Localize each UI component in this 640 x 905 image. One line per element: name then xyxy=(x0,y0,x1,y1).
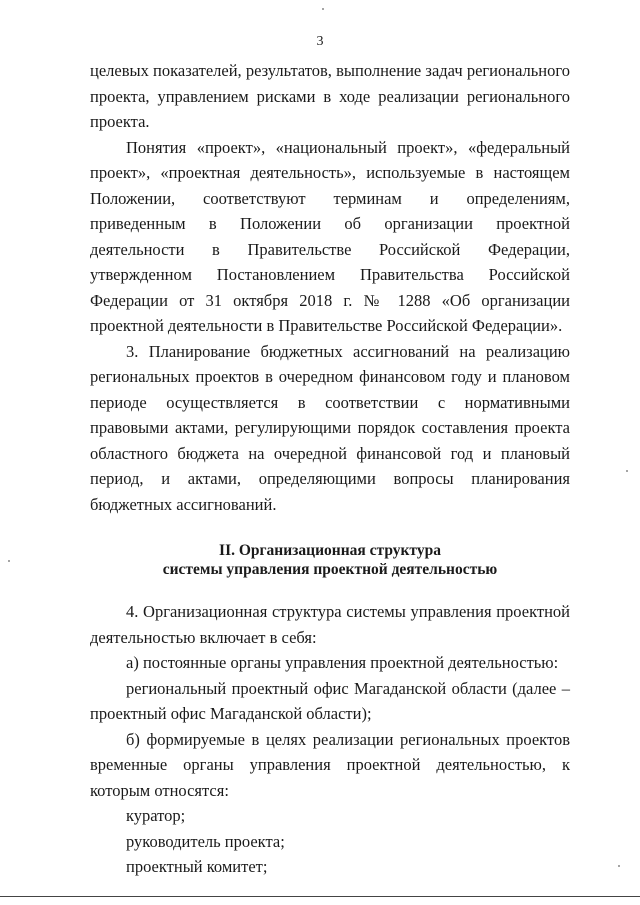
scan-speck xyxy=(626,470,628,472)
section-heading xyxy=(90,541,570,579)
scan-speck xyxy=(322,8,324,10)
paragraph-regional-office: региональный проектный офис Магаданской области (далее – проектный офис Магаданской области); xyxy=(90,678,570,723)
paragraph-item-4: 4. Организационная структура системы управления проектной деятельностью включает в себя: xyxy=(90,602,570,647)
list-item-project-committee: проектный комитет; xyxy=(126,857,268,876)
section-heading-line-1: II. Организационная структура xyxy=(219,542,441,559)
paragraph-continuation: целевых показателей, результатов, выполнение задач регионального проекта, управлением рисками в ходе реализации регионального проекта. xyxy=(90,61,570,131)
page-number: 3 xyxy=(316,34,324,49)
scan-speck xyxy=(618,865,620,867)
paragraph-subitem-a: а) постоянные органы управления проектной деятельностью: xyxy=(126,653,559,672)
paragraph-concepts: Понятия «проект», «национальный проект», «федеральный проект», «проектная деятельность», используемые в настоящем Положении, соответствуют терминам и определениям, приведенным в Положении об организации проектной деятельности в Правительстве Российской Федерации, утвержденном Постановлением Правительства Российской Федерации от 31 октября 2018 г. № 1288 «Об организации проектной деятельности в Правительстве Российской Федерации». xyxy=(90,137,570,335)
list-item-project-leader: руководитель проекта; xyxy=(126,831,285,851)
scan-bottom-edge xyxy=(0,896,640,897)
list-item-curator: куратор; xyxy=(126,806,186,825)
paragraph-subitem-b: б) формируемые в целях реализации региональных проектов временные органы управления проектной деятельностью, к которым относятся: xyxy=(90,729,570,800)
section-heading-line-2: системы управления проектной деятельностью xyxy=(162,561,498,578)
document-body xyxy=(90,58,570,880)
paragraph-item-3: 3. Планирование бюджетных ассигнований на реализацию региональных проектов в очередном финансовом году и плановом периоде осуществляется в соответствии с нормативными правовыми актами, регулирующими порядок составления проекта областного бюджета на очередной финансовой год и плановый период, и актами, определяющими вопросы планирования бюджетных ассигнований. xyxy=(90,341,570,514)
scan-speck xyxy=(8,560,10,562)
